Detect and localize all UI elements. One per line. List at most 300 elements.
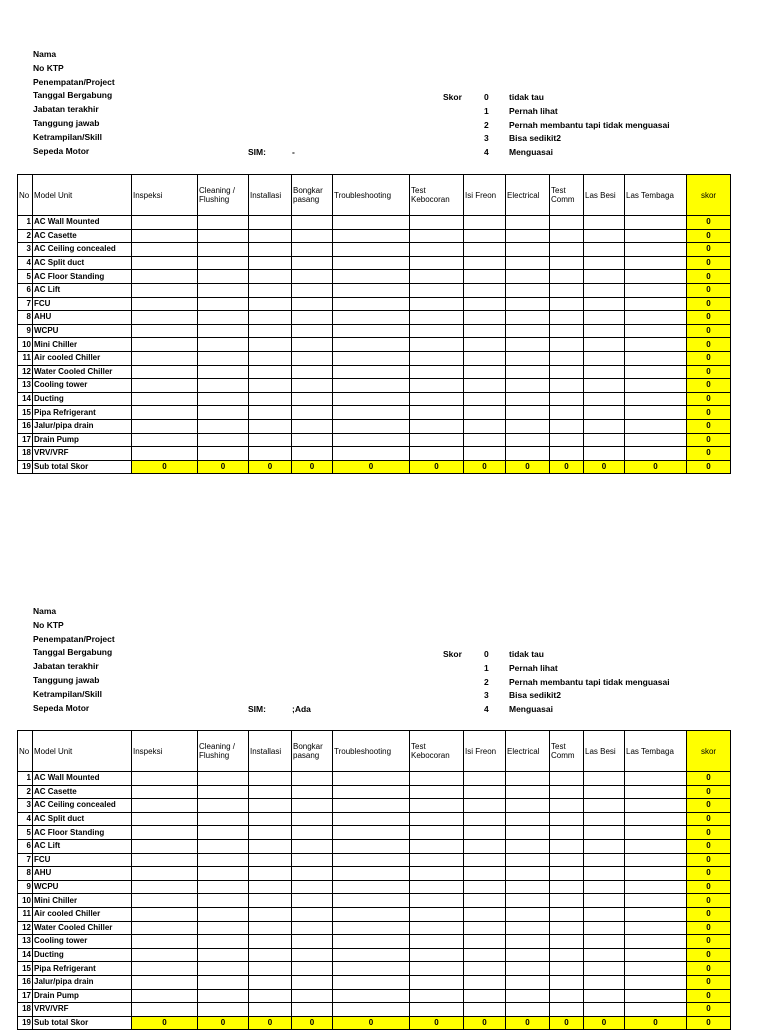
skill-score-cell[interactable] [292,283,333,297]
skill-score-cell[interactable] [333,256,410,270]
skill-score-cell[interactable] [410,1003,464,1017]
skill-score-cell[interactable] [464,406,506,420]
skill-score-cell[interactable] [198,948,249,962]
skill-score-cell[interactable] [249,785,292,799]
skill-score-cell[interactable] [464,283,506,297]
skill-score-cell[interactable] [198,894,249,908]
skill-score-cell[interactable] [410,365,464,379]
skill-score-cell[interactable] [550,406,584,420]
skill-score-cell[interactable] [584,962,625,976]
skill-score-cell[interactable] [584,839,625,853]
skill-score-cell[interactable] [249,1003,292,1017]
skill-score-cell[interactable] [410,216,464,230]
skill-score-cell[interactable] [249,283,292,297]
skill-score-cell[interactable] [410,447,464,461]
skill-score-cell[interactable] [506,935,550,949]
skill-score-cell[interactable] [292,365,333,379]
skill-score-cell[interactable] [625,270,687,284]
skill-score-cell[interactable] [550,392,584,406]
skill-score-cell[interactable] [292,324,333,338]
skill-score-cell[interactable] [584,812,625,826]
skill-score-cell[interactable] [584,324,625,338]
skill-score-cell[interactable] [464,812,506,826]
skill-score-cell[interactable] [249,921,292,935]
skill-score-cell[interactable] [132,935,198,949]
skill-score-cell[interactable] [464,894,506,908]
skill-score-cell[interactable] [506,894,550,908]
skill-score-cell[interactable] [333,419,410,433]
skill-score-cell[interactable] [410,419,464,433]
skill-score-cell[interactable] [550,785,584,799]
skill-score-cell[interactable] [132,243,198,257]
skill-score-cell[interactable] [464,935,506,949]
skill-score-cell[interactable] [506,989,550,1003]
skill-score-cell[interactable] [249,975,292,989]
skill-score-cell[interactable] [333,229,410,243]
skill-score-cell[interactable] [506,962,550,976]
skill-score-cell[interactable] [464,853,506,867]
skill-score-cell[interactable] [292,256,333,270]
skill-score-cell[interactable] [625,989,687,1003]
skill-score-cell[interactable] [625,447,687,461]
skill-score-cell[interactable] [550,826,584,840]
skill-score-cell[interactable] [506,785,550,799]
skill-score-cell[interactable] [550,379,584,393]
skill-score-cell[interactable] [550,311,584,325]
skill-score-cell[interactable] [464,1003,506,1017]
skill-score-cell[interactable] [464,297,506,311]
skill-score-cell[interactable] [506,351,550,365]
skill-score-cell[interactable] [410,433,464,447]
skill-score-cell[interactable] [198,799,249,813]
skill-score-cell[interactable] [292,948,333,962]
skill-score-cell[interactable] [333,379,410,393]
skill-score-cell[interactable] [550,447,584,461]
skill-score-cell[interactable] [333,975,410,989]
skill-score-cell[interactable] [625,962,687,976]
skill-score-cell[interactable] [132,392,198,406]
skill-score-cell[interactable] [506,772,550,786]
skill-score-cell[interactable] [333,297,410,311]
skill-score-cell[interactable] [550,338,584,352]
skill-score-cell[interactable] [506,433,550,447]
skill-score-cell[interactable] [249,894,292,908]
skill-score-cell[interactable] [464,311,506,325]
skill-score-cell[interactable] [132,826,198,840]
skill-score-cell[interactable] [249,243,292,257]
skill-score-cell[interactable] [584,867,625,881]
skill-score-cell[interactable] [625,935,687,949]
skill-score-cell[interactable] [584,243,625,257]
skill-score-cell[interactable] [464,419,506,433]
skill-score-cell[interactable] [584,799,625,813]
skill-score-cell[interactable] [625,216,687,230]
skill-score-cell[interactable] [464,799,506,813]
skill-score-cell[interactable] [464,826,506,840]
skill-score-cell[interactable] [506,283,550,297]
skill-score-cell[interactable] [625,419,687,433]
skill-score-cell[interactable] [506,799,550,813]
skill-score-cell[interactable] [292,216,333,230]
skill-score-cell[interactable] [292,853,333,867]
skill-score-cell[interactable] [584,853,625,867]
skill-score-cell[interactable] [198,229,249,243]
skill-score-cell[interactable] [292,297,333,311]
skill-score-cell[interactable] [198,270,249,284]
skill-score-cell[interactable] [132,270,198,284]
skill-score-cell[interactable] [410,812,464,826]
skill-score-cell[interactable] [333,270,410,284]
skill-score-cell[interactable] [292,894,333,908]
skill-score-cell[interactable] [249,270,292,284]
skill-score-cell[interactable] [292,799,333,813]
skill-score-cell[interactable] [410,867,464,881]
skill-score-cell[interactable] [625,229,687,243]
skill-score-cell[interactable] [506,907,550,921]
skill-score-cell[interactable] [333,989,410,1003]
skill-score-cell[interactable] [132,894,198,908]
skill-score-cell[interactable] [410,907,464,921]
skill-score-cell[interactable] [625,880,687,894]
skill-score-cell[interactable] [506,447,550,461]
skill-score-cell[interactable] [333,351,410,365]
skill-score-cell[interactable] [625,772,687,786]
skill-score-cell[interactable] [464,921,506,935]
skill-score-cell[interactable] [625,812,687,826]
skill-score-cell[interactable] [333,907,410,921]
skill-score-cell[interactable] [550,975,584,989]
skill-score-cell[interactable] [198,243,249,257]
skill-score-cell[interactable] [550,839,584,853]
skill-score-cell[interactable] [410,880,464,894]
skill-score-cell[interactable] [464,243,506,257]
skill-score-cell[interactable] [625,324,687,338]
skill-score-cell[interactable] [464,948,506,962]
skill-score-cell[interactable] [249,812,292,826]
skill-score-cell[interactable] [464,772,506,786]
skill-score-cell[interactable] [625,826,687,840]
skill-score-cell[interactable] [410,229,464,243]
skill-score-cell[interactable] [132,867,198,881]
skill-score-cell[interactable] [584,948,625,962]
skill-score-cell[interactable] [132,975,198,989]
skill-score-cell[interactable] [464,392,506,406]
skill-score-cell[interactable] [292,270,333,284]
skill-score-cell[interactable] [198,365,249,379]
skill-score-cell[interactable] [550,365,584,379]
skill-score-cell[interactable] [506,392,550,406]
skill-score-cell[interactable] [550,812,584,826]
skill-score-cell[interactable] [550,229,584,243]
skill-score-cell[interactable] [464,975,506,989]
skill-score-cell[interactable] [410,256,464,270]
skill-score-cell[interactable] [292,338,333,352]
skill-score-cell[interactable] [410,935,464,949]
skill-score-cell[interactable] [625,379,687,393]
skill-score-cell[interactable] [584,907,625,921]
skill-score-cell[interactable] [625,839,687,853]
skill-score-cell[interactable] [333,324,410,338]
skill-score-cell[interactable] [132,880,198,894]
skill-score-cell[interactable] [410,324,464,338]
skill-score-cell[interactable] [410,283,464,297]
skill-score-cell[interactable] [550,256,584,270]
skill-score-cell[interactable] [506,839,550,853]
skill-score-cell[interactable] [249,826,292,840]
skill-score-cell[interactable] [333,338,410,352]
skill-score-cell[interactable] [198,989,249,1003]
skill-score-cell[interactable] [292,351,333,365]
skill-score-cell[interactable] [132,907,198,921]
skill-score-cell[interactable] [198,351,249,365]
skill-score-cell[interactable] [333,948,410,962]
skill-score-cell[interactable] [464,351,506,365]
skill-score-cell[interactable] [132,229,198,243]
skill-score-cell[interactable] [333,812,410,826]
skill-score-cell[interactable] [506,216,550,230]
skill-score-cell[interactable] [410,921,464,935]
skill-score-cell[interactable] [550,921,584,935]
skill-score-cell[interactable] [292,907,333,921]
skill-score-cell[interactable] [625,256,687,270]
skill-score-cell[interactable] [132,406,198,420]
skill-score-cell[interactable] [625,338,687,352]
skill-score-cell[interactable] [584,283,625,297]
skill-score-cell[interactable] [464,785,506,799]
skill-score-cell[interactable] [584,270,625,284]
skill-score-cell[interactable] [198,406,249,420]
skill-score-cell[interactable] [132,256,198,270]
skill-score-cell[interactable] [410,311,464,325]
skill-score-cell[interactable] [625,907,687,921]
skill-score-cell[interactable] [584,772,625,786]
skill-score-cell[interactable] [132,419,198,433]
skill-score-cell[interactable] [249,365,292,379]
skill-score-cell[interactable] [198,256,249,270]
skill-score-cell[interactable] [550,283,584,297]
skill-score-cell[interactable] [292,229,333,243]
skill-score-cell[interactable] [249,433,292,447]
skill-score-cell[interactable] [506,406,550,420]
skill-score-cell[interactable] [625,283,687,297]
skill-score-cell[interactable] [333,216,410,230]
skill-score-cell[interactable] [132,324,198,338]
skill-score-cell[interactable] [584,216,625,230]
skill-score-cell[interactable] [333,243,410,257]
skill-score-cell[interactable] [584,826,625,840]
skill-score-cell[interactable] [249,799,292,813]
skill-score-cell[interactable] [550,962,584,976]
skill-score-cell[interactable] [550,867,584,881]
skill-score-cell[interactable] [198,880,249,894]
skill-score-cell[interactable] [550,948,584,962]
skill-score-cell[interactable] [625,243,687,257]
skill-score-cell[interactable] [410,853,464,867]
skill-score-cell[interactable] [625,392,687,406]
skill-score-cell[interactable] [292,989,333,1003]
skill-score-cell[interactable] [198,283,249,297]
skill-score-cell[interactable] [464,867,506,881]
skill-score-cell[interactable] [292,243,333,257]
skill-score-cell[interactable] [625,853,687,867]
skill-score-cell[interactable] [410,379,464,393]
skill-score-cell[interactable] [625,894,687,908]
skill-score-cell[interactable] [550,419,584,433]
skill-score-cell[interactable] [132,297,198,311]
skill-score-cell[interactable] [198,311,249,325]
skill-score-cell[interactable] [506,853,550,867]
skill-score-cell[interactable] [198,826,249,840]
skill-score-cell[interactable] [249,880,292,894]
skill-score-cell[interactable] [464,256,506,270]
skill-score-cell[interactable] [249,392,292,406]
skill-score-cell[interactable] [132,379,198,393]
skill-score-cell[interactable] [292,1003,333,1017]
skill-score-cell[interactable] [550,989,584,1003]
skill-score-cell[interactable] [333,365,410,379]
skill-score-cell[interactable] [464,216,506,230]
skill-score-cell[interactable] [506,297,550,311]
skill-score-cell[interactable] [132,447,198,461]
skill-score-cell[interactable] [249,772,292,786]
skill-score-cell[interactable] [625,1003,687,1017]
skill-score-cell[interactable] [584,419,625,433]
skill-score-cell[interactable] [625,975,687,989]
skill-score-cell[interactable] [584,447,625,461]
skill-score-cell[interactable] [333,447,410,461]
skill-score-cell[interactable] [132,948,198,962]
skill-score-cell[interactable] [584,433,625,447]
skill-score-cell[interactable] [506,921,550,935]
skill-score-cell[interactable] [584,975,625,989]
skill-score-cell[interactable] [464,839,506,853]
skill-score-cell[interactable] [249,989,292,1003]
skill-score-cell[interactable] [625,799,687,813]
skill-score-cell[interactable] [410,406,464,420]
skill-score-cell[interactable] [132,338,198,352]
skill-score-cell[interactable] [584,379,625,393]
skill-score-cell[interactable] [198,812,249,826]
skill-score-cell[interactable] [506,948,550,962]
skill-score-cell[interactable] [292,839,333,853]
skill-score-cell[interactable] [464,433,506,447]
skill-score-cell[interactable] [198,379,249,393]
skill-score-cell[interactable] [249,229,292,243]
skill-score-cell[interactable] [550,433,584,447]
skill-score-cell[interactable] [249,324,292,338]
skill-score-cell[interactable] [292,785,333,799]
skill-score-cell[interactable] [198,297,249,311]
skill-score-cell[interactable] [132,839,198,853]
skill-score-cell[interactable] [550,297,584,311]
skill-score-cell[interactable] [198,216,249,230]
skill-score-cell[interactable] [550,880,584,894]
skill-score-cell[interactable] [550,270,584,284]
skill-score-cell[interactable] [292,812,333,826]
skill-score-cell[interactable] [249,948,292,962]
skill-score-cell[interactable] [198,962,249,976]
skill-score-cell[interactable] [132,962,198,976]
skill-score-cell[interactable] [249,256,292,270]
skill-score-cell[interactable] [584,406,625,420]
skill-score-cell[interactable] [506,975,550,989]
skill-score-cell[interactable] [410,785,464,799]
skill-score-cell[interactable] [550,351,584,365]
skill-score-cell[interactable] [506,826,550,840]
skill-score-cell[interactable] [584,392,625,406]
skill-score-cell[interactable] [333,772,410,786]
skill-score-cell[interactable] [464,365,506,379]
skill-score-cell[interactable] [132,283,198,297]
skill-score-cell[interactable] [249,379,292,393]
skill-score-cell[interactable] [506,256,550,270]
skill-score-cell[interactable] [333,283,410,297]
skill-score-cell[interactable] [292,880,333,894]
skill-score-cell[interactable] [333,853,410,867]
skill-score-cell[interactable] [506,338,550,352]
skill-score-cell[interactable] [410,270,464,284]
skill-score-cell[interactable] [550,935,584,949]
skill-score-cell[interactable] [333,921,410,935]
skill-score-cell[interactable] [464,270,506,284]
skill-score-cell[interactable] [584,338,625,352]
skill-score-cell[interactable] [132,216,198,230]
skill-score-cell[interactable] [198,338,249,352]
skill-score-cell[interactable] [584,880,625,894]
skill-score-cell[interactable] [506,311,550,325]
skill-score-cell[interactable] [132,799,198,813]
skill-score-cell[interactable] [584,921,625,935]
skill-score-cell[interactable] [506,324,550,338]
skill-score-cell[interactable] [132,853,198,867]
skill-score-cell[interactable] [292,419,333,433]
skill-score-cell[interactable] [249,297,292,311]
skill-score-cell[interactable] [550,772,584,786]
skill-score-cell[interactable] [625,351,687,365]
skill-score-cell[interactable] [292,772,333,786]
skill-score-cell[interactable] [292,433,333,447]
skill-score-cell[interactable] [132,921,198,935]
skill-score-cell[interactable] [333,392,410,406]
skill-score-cell[interactable] [464,229,506,243]
skill-score-cell[interactable] [410,826,464,840]
skill-score-cell[interactable] [198,867,249,881]
skill-score-cell[interactable] [410,839,464,853]
skill-score-cell[interactable] [333,935,410,949]
skill-score-cell[interactable] [198,935,249,949]
skill-score-cell[interactable] [625,365,687,379]
skill-score-cell[interactable] [132,989,198,1003]
skill-score-cell[interactable] [410,338,464,352]
skill-score-cell[interactable] [410,392,464,406]
skill-score-cell[interactable] [550,1003,584,1017]
skill-score-cell[interactable] [292,935,333,949]
skill-score-cell[interactable] [249,447,292,461]
skill-score-cell[interactable] [333,880,410,894]
skill-score-cell[interactable] [132,1003,198,1017]
skill-score-cell[interactable] [198,785,249,799]
skill-score-cell[interactable] [292,379,333,393]
skill-score-cell[interactable] [292,392,333,406]
skill-score-cell[interactable] [249,907,292,921]
skill-score-cell[interactable] [506,880,550,894]
skill-score-cell[interactable] [584,785,625,799]
skill-score-cell[interactable] [132,772,198,786]
skill-score-cell[interactable] [410,948,464,962]
skill-score-cell[interactable] [333,894,410,908]
skill-score-cell[interactable] [292,447,333,461]
skill-score-cell[interactable] [584,1003,625,1017]
